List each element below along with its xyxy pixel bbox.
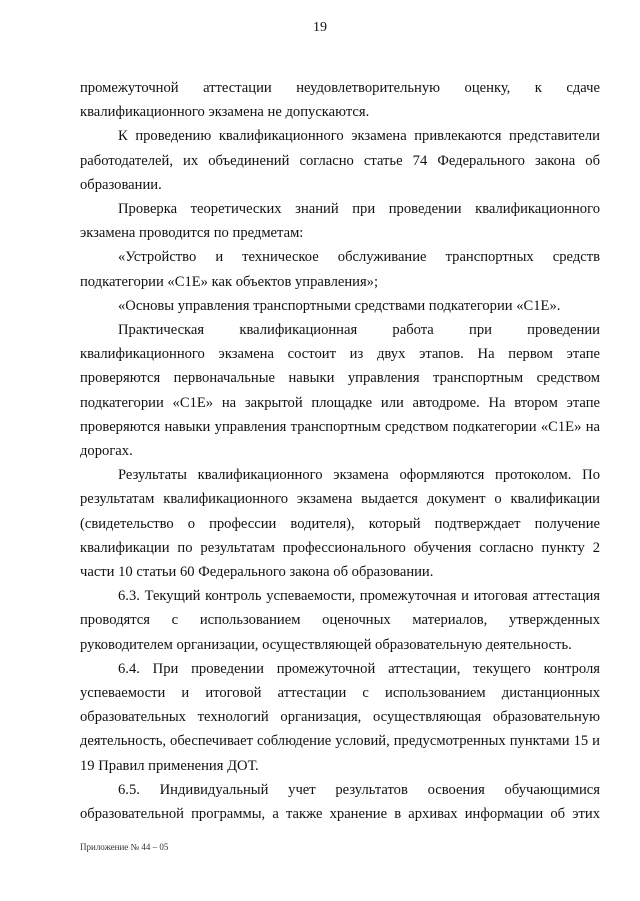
paragraph-subject-1: «Устройство и техническое обслуживание транспортных средств подкатегории «С1Е» как объектов управления»; <box>80 249 600 290</box>
paragraph-results: Результаты квалификационного экзамена оформляются протоколом. По результатам квалификационного экзамена выдается документ о квалификации (свидетельство о профессии водителя), который подтверждает получение квалификации по результатам профессионального обучения согласно пункту 2 части 10 статьи 60 Федерального закона об образовании. <box>80 467 600 581</box>
paragraph-employers: К проведению квалификационного экзамена привлекаются представители работодателей, их объединений согласно статье 74 Федерального закона об образовании. <box>80 128 600 193</box>
paragraph-6-4: 6.4. При проведении промежуточной аттестации, текущего контроля успеваемости и итоговой аттестации с использованием дистанционных образовательных технологий организация, осуществляющая образовательную деятельность, обеспечивает соблюдение условий, предусмотренных пунктами 15 и 19 Правил применения ДОТ. <box>80 660 600 774</box>
page-number: 19 <box>313 20 327 35</box>
page-body <box>80 76 600 826</box>
footer-note: Приложение № 44 – 05 <box>80 842 169 852</box>
paragraph-theory-check: Проверка теоретических знаний при проведении квалификационного экзамена проводится по предметам: <box>80 201 600 242</box>
paragraph-6-3: 6.3. Текущий контроль успеваемости, промежуточная и итоговая аттестация проводятся с использованием оценочных материалов, утвержденных руководителем организации, осуществляющей образовательную деятельность. <box>80 588 600 653</box>
paragraph-continuation: промежуточной аттестации неудовлетворительную оценку, к сдаче квалификационного экзамена не допускаются. <box>80 80 600 121</box>
paragraph-subject-2: «Основы управления транспортными средствами подкатегории «С1Е». <box>118 297 561 314</box>
paragraph-practical-work: Практическая квалификационная работа при проведении квалификационного экзамена состоит из двух этапов. На первом этапе проверяются первоначальные навыки управления транспортным средством подкатегории «С1Е» на закрытой площадке или автодроме. На втором этапе проверяются навыки управления транспортным средством подкатегории «С1Е» на дорогах. <box>80 322 600 460</box>
paragraph-6-5: 6.5. Индивидуальный учет результатов освоения обучающимися образовательной программы, а также хранение в архивах информации об этих <box>80 781 600 823</box>
